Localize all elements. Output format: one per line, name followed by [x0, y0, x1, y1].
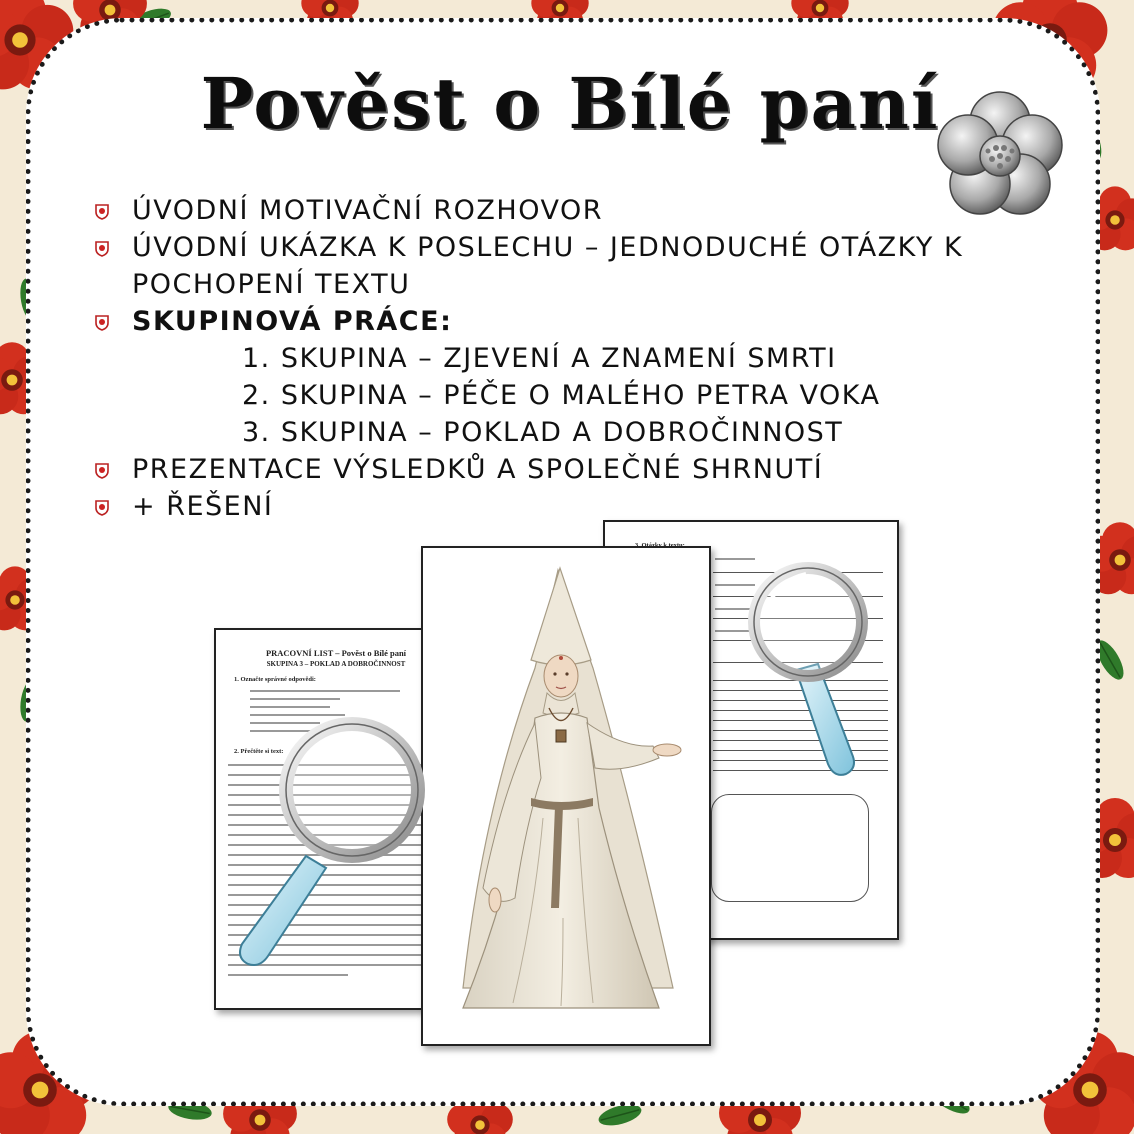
page-title: Pověst o Bílé paní	[200, 62, 940, 145]
bullet-text: POCHOPENÍ TEXTU	[132, 269, 411, 300]
bullet-continuation	[92, 266, 992, 303]
shield-bullet-icon	[94, 204, 110, 220]
bullet-text: + ŘEŠENÍ	[132, 491, 274, 522]
worksheet-section: 1. Označte správné odpovědi:	[234, 676, 316, 683]
worksheet-title: PRACOVNÍ LIST – Pověst o Bílé paní	[265, 648, 407, 658]
bullet-text: ÚVODNÍ UKÁZKA K POSLECHU – JEDNODUCHÉ OTÁZKY K	[132, 232, 964, 263]
magnifier-icon	[736, 552, 886, 782]
group-item: 1. SKUPINA – ZJEVENÍ A ZNAMENÍ SMRTI	[242, 343, 837, 374]
shield-bullet-icon	[94, 315, 110, 331]
magnifier-icon	[222, 708, 442, 978]
bullet-text: ÚVODNÍ MOTIVAČNÍ ROZHOVOR	[132, 195, 603, 226]
bullet-item	[92, 451, 992, 488]
bullet-item	[92, 192, 992, 229]
shield-bullet-icon	[94, 463, 110, 479]
white-lady-illustration	[423, 548, 705, 1040]
worksheet-subtitle: SKUPINA 3 – POKLAD A DOBROČINNOST	[266, 660, 406, 668]
group-item: 3. SKUPINA – POKLAD A DOBROČINNOST	[242, 417, 844, 448]
shield-bullet-icon	[94, 500, 110, 516]
bullet-item	[92, 303, 992, 340]
activity-list	[92, 192, 992, 525]
bullet-text: PREZENTACE VÝSLEDKŮ A SPOLEČNÉ SHRNUTÍ	[132, 454, 824, 485]
worksheet-preview-illustration	[421, 546, 711, 1046]
bullet-item	[92, 229, 992, 266]
group-item: 2. SKUPINA – PÉČE O MALÉHO PETRA VOKA	[242, 380, 881, 411]
worksheet-section: 2. Přečtěte si text:	[234, 748, 284, 755]
shield-bullet-icon	[94, 241, 110, 257]
bullet-text: SKUPINOVÁ PRÁCE:	[132, 306, 453, 337]
